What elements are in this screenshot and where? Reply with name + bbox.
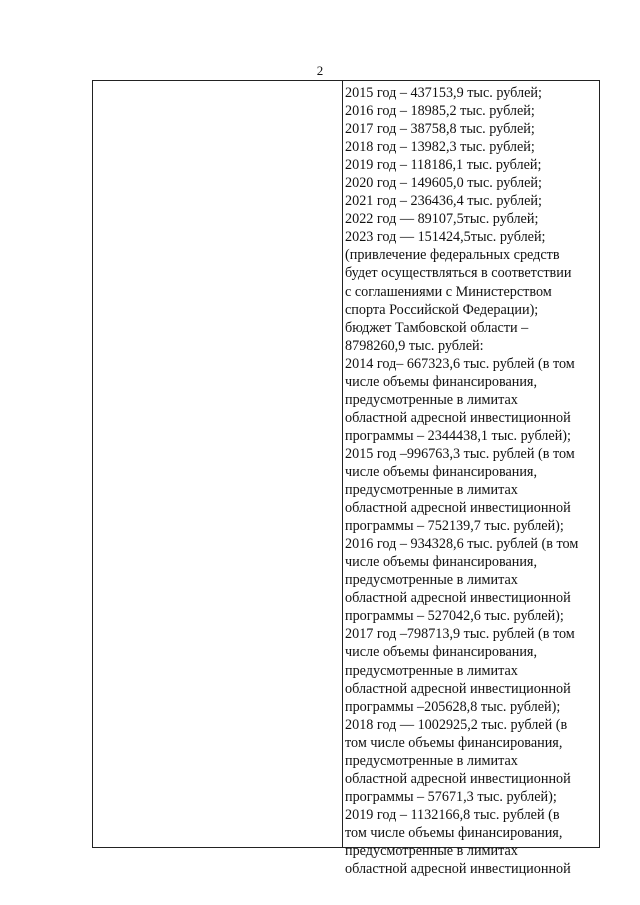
text-line: числе объемы финансирования, bbox=[345, 463, 538, 480]
text-line: предусмотренные в лимитах bbox=[345, 391, 518, 408]
text-line: 2018 год – 13982,3 тыс. рублей; bbox=[345, 139, 535, 156]
text-line: областной адресной инвестиционной bbox=[345, 590, 571, 607]
table-left-column bbox=[93, 81, 343, 847]
text-line: числе объемы финансирования, bbox=[345, 644, 538, 661]
text-line: 2016 год – 934328,6 тыс. рублей (в том bbox=[345, 536, 579, 553]
text-line: 2019 год – 1132166,8 тыс. рублей (в bbox=[345, 806, 560, 823]
text-line: том числе объемы финансирования, bbox=[345, 734, 563, 751]
text-line: программы – 2344438,1 тыс. рублей); bbox=[345, 427, 571, 444]
text-line: (привлечение федеральных средств bbox=[345, 247, 560, 264]
text-line: предусмотренные в лимитах bbox=[345, 842, 518, 859]
text-line: программы – 57671,3 тыс. рублей); bbox=[345, 788, 557, 805]
text-line: числе объемы финансирования, bbox=[345, 554, 538, 571]
text-line: 8798260,9 тыс. рублей: bbox=[345, 337, 484, 354]
text-line: 2015 год – 437153,9 тыс. рублей; bbox=[345, 85, 542, 101]
text-line: 2017 год – 38758,8 тыс. рублей; bbox=[345, 121, 535, 138]
text-line: областной адресной инвестиционной bbox=[345, 409, 571, 426]
text-line: том числе объемы финансирования, bbox=[345, 824, 563, 841]
text-line: областной адресной инвестиционной bbox=[345, 770, 571, 787]
text-line: 2021 год – 236436,4 тыс. рублей; bbox=[345, 193, 542, 210]
text-line: 2015 год –996763,3 тыс. рублей (в том bbox=[345, 445, 575, 462]
table-right-column bbox=[343, 81, 599, 878]
text-line: 2014 год– 667323,6 тыс. рублей (в том bbox=[345, 355, 575, 372]
text-line: программы –205628,8 тыс. рублей); bbox=[345, 698, 561, 715]
text-line: программы – 752139,7 тыс. рублей); bbox=[345, 518, 564, 535]
page-number: 2 bbox=[316, 63, 324, 78]
text-line: 2017 год –798713,9 тыс. рублей (в том bbox=[345, 626, 575, 643]
text-line: областной адресной инвестиционной bbox=[345, 500, 571, 517]
text-line: предусмотренные в лимитах bbox=[345, 482, 518, 499]
text-line: 2022 год — 89107,5тыс. рублей; bbox=[345, 211, 539, 228]
text-line: областной адресной инвестиционной bbox=[345, 680, 571, 697]
text-line: предусмотренные в лимитах bbox=[345, 752, 518, 769]
text-line: 2019 год – 118186,1 тыс. рублей; bbox=[345, 157, 542, 174]
text-line: 2023 год — 151424,5тыс. рублей; bbox=[345, 229, 546, 246]
text-line: будет осуществляться в соответствии bbox=[345, 265, 572, 282]
text-line: предусмотренные в лимитах bbox=[345, 572, 518, 589]
text-line: спорта Российской Федерации); bbox=[345, 301, 539, 318]
text-line: областной адресной инвестиционной bbox=[345, 861, 571, 878]
document-table bbox=[92, 80, 600, 878]
text-line: 2020 год – 149605,0 тыс. рублей; bbox=[345, 175, 542, 192]
text-line: бюджет Тамбовской области – bbox=[345, 319, 529, 336]
text-line: 2018 год — 1002925,2 тыс. рублей (в bbox=[345, 716, 568, 733]
text-line: числе объемы финансирования, bbox=[345, 373, 538, 390]
text-line: предусмотренные в лимитах bbox=[345, 662, 518, 679]
text-line: 2016 год – 18985,2 тыс. рублей; bbox=[345, 103, 535, 120]
text-line: программы – 527042,6 тыс. рублей); bbox=[345, 608, 564, 625]
text-line: с соглашениями с Министерством bbox=[345, 283, 552, 300]
